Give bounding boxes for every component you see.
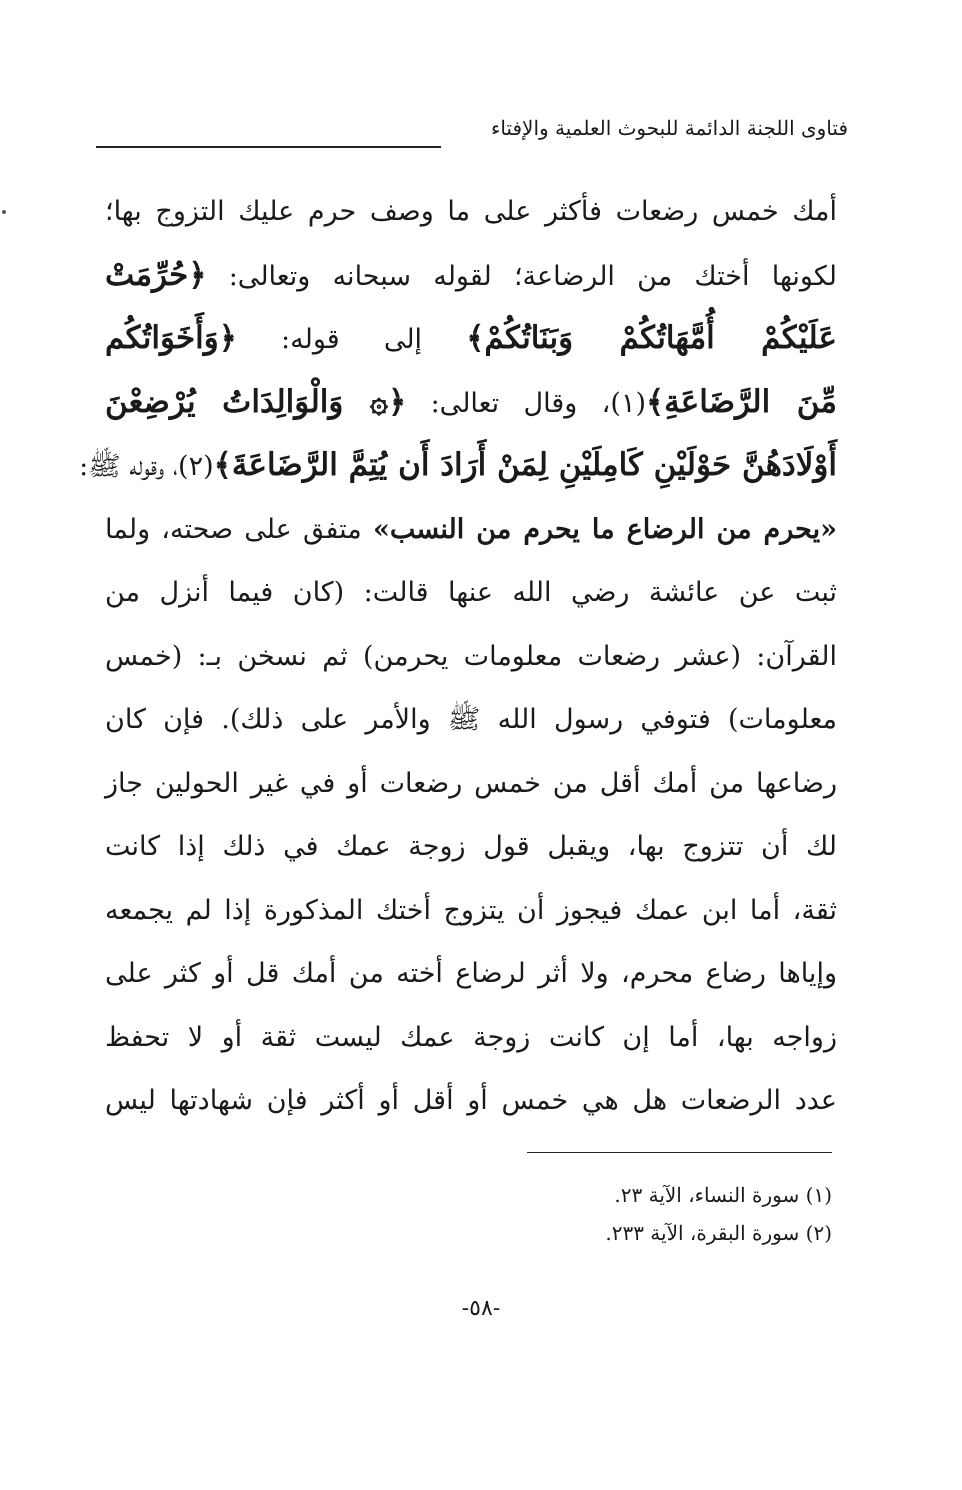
quran-verse: أَوْلَادَهُنَّ حَوْلَيْنِ كَامِلَيْنِ لِمَنْ أَرَادَ أَن يُتِمَّ الرَّضَاعَةَ﴾ [213, 447, 837, 483]
quran-verse: ﴿۞ وَالْوَالِدَاتُ يُرْضِعْنَ [105, 383, 407, 420]
quran-verse: عَلَيْكُمْ أُمَّهَاتُكُمْ وَبَنَاتُكُمْ﴾ [466, 320, 837, 356]
text-line [105, 1069, 837, 1133]
body-text [79, 180, 837, 1133]
header-rule [96, 146, 441, 148]
text-line [105, 752, 837, 816]
quran-verse: ﴿وَأَخَوَاتُكُم [105, 320, 237, 356]
text-segment: (١)، وقال تعالى: [406, 387, 646, 419]
text-segment: متفق على صحته، ولما [105, 513, 373, 545]
text-line [105, 688, 837, 752]
text-line [105, 498, 837, 562]
text-segment: زواجه بها، أما إن كانت زوجة عمك ليست ثقة أو لا تحفظ [105, 1021, 837, 1053]
scan-speck [2, 210, 6, 214]
quran-verse: ﴿حُرِّمَتْ [105, 256, 207, 293]
text-line [105, 815, 837, 879]
text-segment: وإياها رضاع محرم، ولا أثر لرضاع أخته من أمك قل أو كثر على [105, 958, 837, 989]
page-number: -٥٨- [461, 1296, 501, 1321]
text-segment: القرآن: (عشر رضعات معلومات يحرمن) ثم نسخن بـ: (خمس [105, 640, 837, 672]
text-line [105, 561, 837, 625]
text-segment: معلومات) فتوفي رسول الله ﷺ والأمر على ذلك). فإن كان [105, 704, 837, 735]
footnote-2: (٢) سورة البقرة، الآية ٢٣٣. [605, 1221, 832, 1245]
text-line [105, 879, 837, 943]
footnotes [605, 1176, 832, 1252]
footnote-1: (١) سورة النساء، الآية ٢٣. [614, 1183, 832, 1207]
text-segment: رضاعها من أمك أقل من خمس رضعات أو في غير الحولين جاز [105, 767, 837, 799]
text-line [105, 1006, 837, 1070]
hadith-text: «يحرم من الرضاع ما يحرم من النسب» [372, 513, 837, 545]
text-segment: أمك خمس رضعات فأكثر على ما وصف حرم عليك التزوج بها؛ [105, 196, 837, 227]
text-segment: لك أن تتزوج بها، ويقبل قول زوجة عمك في ذلك إذا كانت [105, 831, 837, 862]
text-line [105, 180, 837, 244]
footnote-separator [527, 1152, 832, 1153]
text-segment: ثبت عن عائشة رضي الله عنها قالت: (كان فيما أنزل من [105, 577, 837, 608]
text-line [105, 244, 837, 308]
text-line [105, 307, 837, 371]
text-segment: عدد الرضعات هل هي خمس أو أقل أو أكثر فإن شهادتها ليس [105, 1085, 837, 1116]
quran-verse: مِّنَ الرَّضَاعَةِ﴾ [646, 383, 837, 420]
text-line [79, 434, 837, 498]
text-line [105, 625, 837, 689]
text-segment: ثقة، أما ابن عمك فيجوز أن يتزوج أختك المذكورة إذا لم يجمعه [105, 894, 837, 926]
running-header [96, 108, 848, 152]
text-segment: إلى قوله: [236, 324, 467, 355]
text-segment: لكونها أختك من الرضاعة؛ لقوله سبحانه وتعالى: [206, 260, 837, 292]
text-line [105, 942, 837, 1006]
header-title: فتاوى اللجنة الدائمة للبحوث العلمية والإفتاء [490, 116, 848, 140]
text-segment: (٢)، وقوله ﷺ: [79, 451, 214, 482]
text-line [105, 371, 837, 435]
